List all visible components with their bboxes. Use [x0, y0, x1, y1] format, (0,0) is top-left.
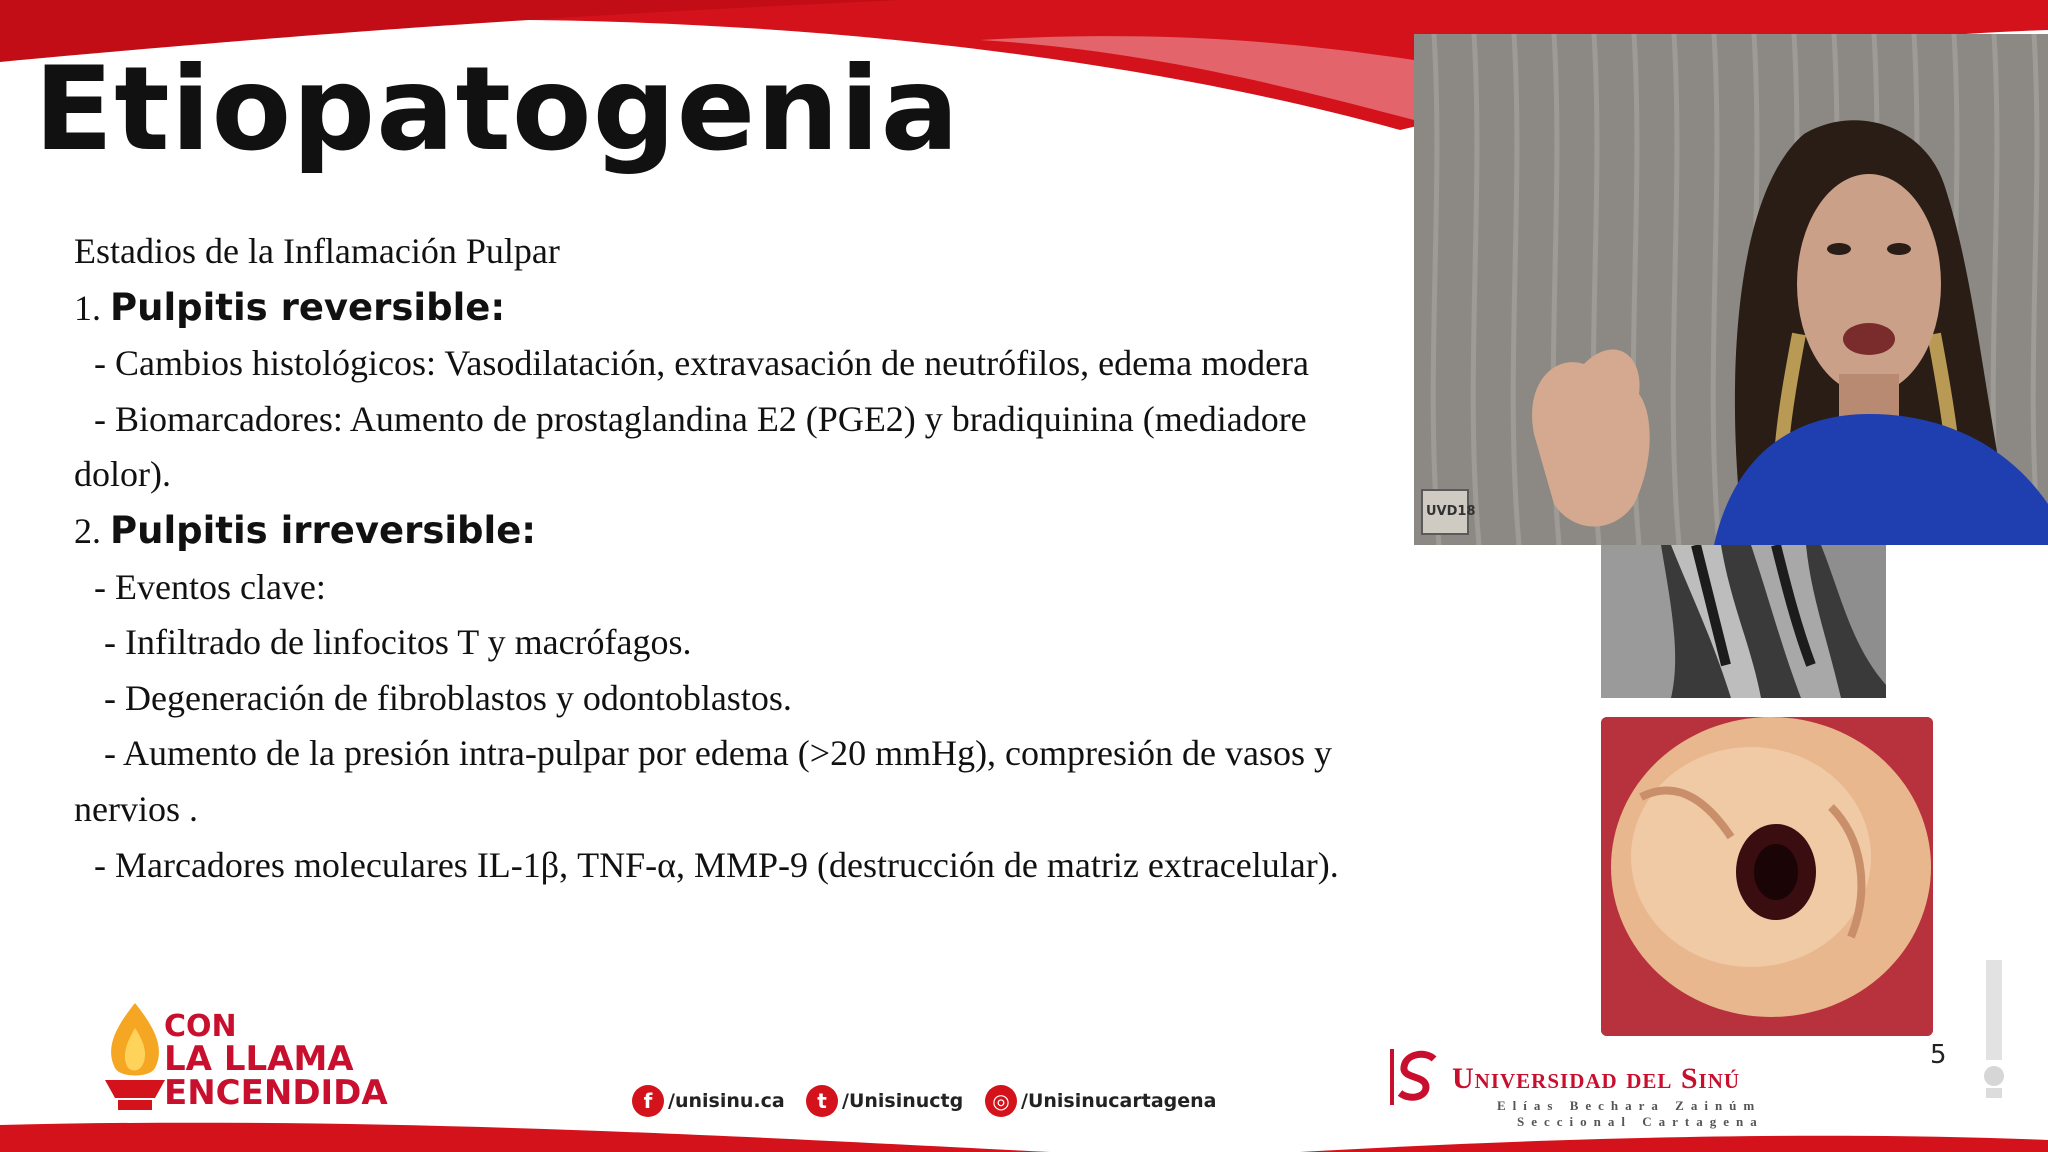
social-facebook[interactable] [632, 1083, 785, 1119]
university-seal-icon [1386, 1045, 1446, 1109]
social-twitter[interactable] [806, 1083, 963, 1119]
university-name [1452, 1062, 1764, 1130]
facebook-handle: /unisinu.ca [668, 1090, 785, 1112]
item1-line: - Cambios histológicos: Vasodilatación, extravasación de neutrófilos, edema modera [94, 343, 1310, 384]
social-instagram[interactable] [985, 1083, 1216, 1119]
item2-line: - Eventos clave: [94, 566, 326, 607]
item1-line: - Biomarcadores: Aumento de prostaglandina E2 (PGE2) y bradiquinina (mediadore [94, 398, 1307, 439]
item2-line: - Aumento de la presión intra-pulpar por edema (>20 mmHg), compresión de vasos y [104, 733, 1332, 774]
slide-body [74, 224, 1474, 893]
item1-number: 1. [74, 287, 101, 328]
slide-title: Etiopatogenia [34, 42, 960, 177]
campaign-line2: LA LLAMA [164, 1039, 354, 1079]
video-badge-label: UVD18 [1426, 504, 1476, 519]
radiograph-image [1601, 545, 1886, 698]
item2-title: Pulpitis irreversible: [110, 508, 537, 552]
twitter-handle: /Unisinuctg [842, 1090, 964, 1112]
item2-number: 2. [74, 510, 101, 551]
item2-line: - Infiltrado de linfocitos T y macrófagos. [104, 622, 692, 663]
page-number: 5 [1930, 1040, 1947, 1070]
presenter-video[interactable] [1414, 34, 2048, 545]
university-name-text: Universidad del Sinú [1452, 1062, 1741, 1095]
item2-line: - Marcadores moleculares IL-1β, TNF-α, MMP-9 (destrucción de matriz extracelular). [94, 844, 1339, 885]
item1-title: Pulpitis reversible: [110, 285, 506, 329]
item1-heading [74, 280, 1474, 337]
item2-line: nervios . [74, 788, 198, 829]
content-heading: Estadios de la Inflamación Pulpar [74, 231, 560, 271]
university-line2: Seccional Cartagena [1517, 1114, 1764, 1129]
campaign-line1: CON [164, 1009, 237, 1044]
campaign-line3: ENCENDIDA [164, 1073, 388, 1113]
flame-icon [100, 998, 170, 1113]
facebook-icon: f [632, 1085, 664, 1117]
university-line1: Elías Bechara Zainúm [1497, 1098, 1762, 1113]
item2-heading [74, 503, 1474, 560]
item1-line: dolor). [74, 454, 171, 495]
tooth-photo [1601, 717, 1933, 1036]
instagram-icon: ◎ [985, 1085, 1017, 1117]
watermark-icon [1982, 960, 2008, 1100]
twitter-icon: t [806, 1085, 838, 1117]
campaign-logo [100, 998, 440, 1113]
instagram-handle: /Unisinucartagena [1021, 1090, 1217, 1112]
item2-line: - Degeneración de fibroblastos y odontoblastos. [104, 677, 792, 718]
